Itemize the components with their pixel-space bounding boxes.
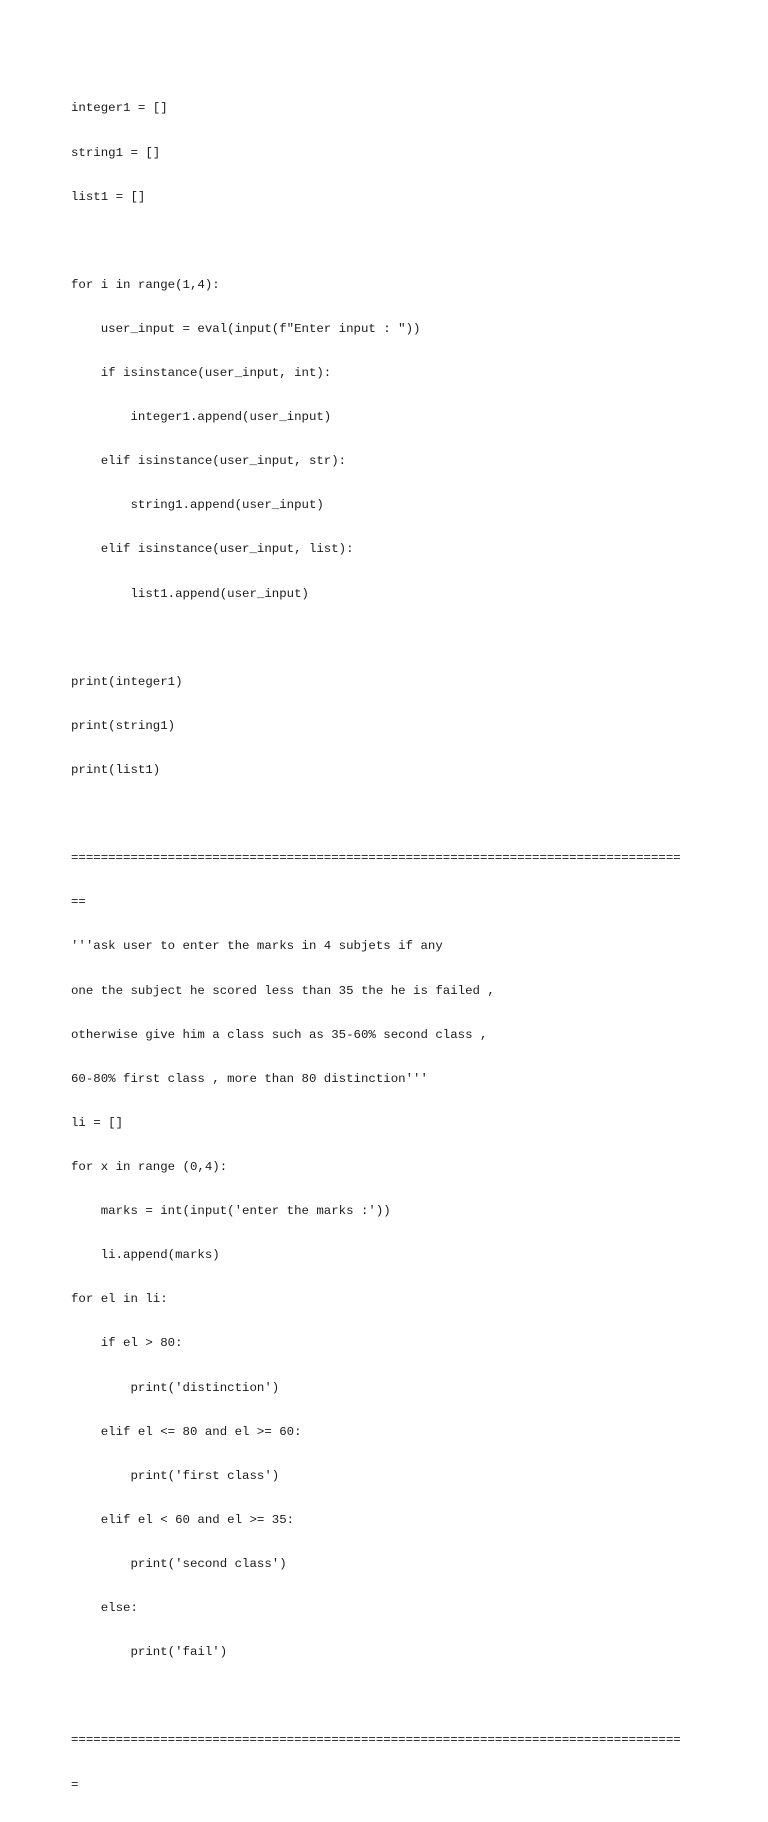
code-line: print('first class') (71, 1468, 280, 1483)
code-line: li.append(marks) (71, 1248, 220, 1263)
code-line: for el in li: (71, 1292, 168, 1307)
code-line: string1.append(user_input) (71, 498, 324, 513)
code-line: elif isinstance(user_input, list): (71, 542, 354, 557)
separator-line: ================================================================================== (71, 1733, 681, 1748)
code-line (71, 1689, 681, 1704)
docstring-line: one the subject he scored less than 35 the he is failed , (71, 983, 495, 998)
code-line (71, 807, 681, 822)
code-line (71, 631, 681, 646)
code-line: user_input = eval(input(f"Enter input : ")) (71, 321, 421, 336)
code-line: print('distinction') (71, 1380, 280, 1395)
code-line: print('fail') (71, 1645, 228, 1660)
docstring-line: 60-80% first class , more than 80 distinction''' (71, 1071, 428, 1086)
code-line: elif el <= 80 and el >= 60: (71, 1424, 302, 1439)
code-line: list1.append(user_input) (71, 586, 309, 601)
code-line: for x in range (0,4): (71, 1159, 228, 1174)
separator-line: ================================================================================== (71, 851, 681, 866)
code-line: integer1 = [] (71, 101, 168, 116)
code-line: for i in range(1,4): (71, 277, 220, 292)
code-line: print(list1) (71, 763, 161, 778)
code-line: list1 = [] (71, 189, 146, 204)
code-line: marks = int(input('enter the marks :')) (71, 1204, 391, 1219)
separator-line: == (71, 895, 86, 910)
code-line: string1 = [] (71, 145, 161, 160)
code-line: print(integer1) (71, 674, 183, 689)
code-line: elif el < 60 and el >= 35: (71, 1512, 295, 1527)
code-line: if el > 80: (71, 1336, 183, 1351)
docstring-line: '''ask user to enter the marks in 4 subjets if any (71, 939, 443, 954)
code-line: li = [] (71, 1115, 124, 1130)
code-listing (71, 72, 681, 1822)
code-line: elif isinstance(user_input, str): (71, 454, 347, 469)
code-line: else: (71, 1601, 138, 1616)
code-line: print(string1) (71, 718, 176, 733)
separator-line: = (71, 1777, 79, 1792)
code-line: if isinstance(user_input, int): (71, 366, 332, 381)
code-line (71, 234, 681, 249)
code-line: print('second class') (71, 1556, 287, 1571)
code-line: integer1.append(user_input) (71, 410, 332, 425)
docstring-line: otherwise give him a class such as 35-60% second class , (71, 1027, 488, 1042)
